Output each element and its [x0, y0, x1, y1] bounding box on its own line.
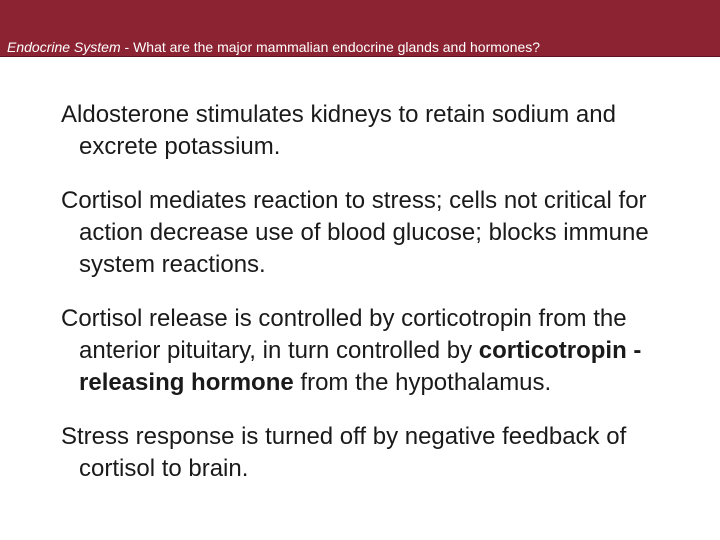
slide-header-bar [0, 0, 720, 57]
paragraph-aldosterone: Aldosterone stimulates kidneys to retain sodium and excrete potassium. [61, 101, 616, 160]
cortisol-release-text-after: from the hypothalamus. [293, 369, 552, 396]
slide-header-title [7, 39, 540, 55]
crh-term: corticotropin -releasing hormone [79, 337, 642, 396]
paragraph-stress-off: Stress response is turned off by negative feedback of cortisol to brain. [61, 423, 627, 482]
cortisol-release-text-before: Cortisol release is controlled by corticotropin from the anterior pituitary, in turn controlled by [61, 305, 627, 364]
header-separator: - [120, 39, 134, 55]
header-question: What are the major mammalian endocrine glands and hormones? [133, 39, 541, 55]
paragraph-cortisol-release [61, 303, 701, 399]
paragraph-cortisol-stress: Cortisol mediates reaction to stress; cells not critical for action decrease use of blood glucose; blocks immune system reactions. [61, 187, 649, 278]
header-subject: Endocrine System [7, 39, 121, 55]
slide-body [61, 99, 701, 507]
